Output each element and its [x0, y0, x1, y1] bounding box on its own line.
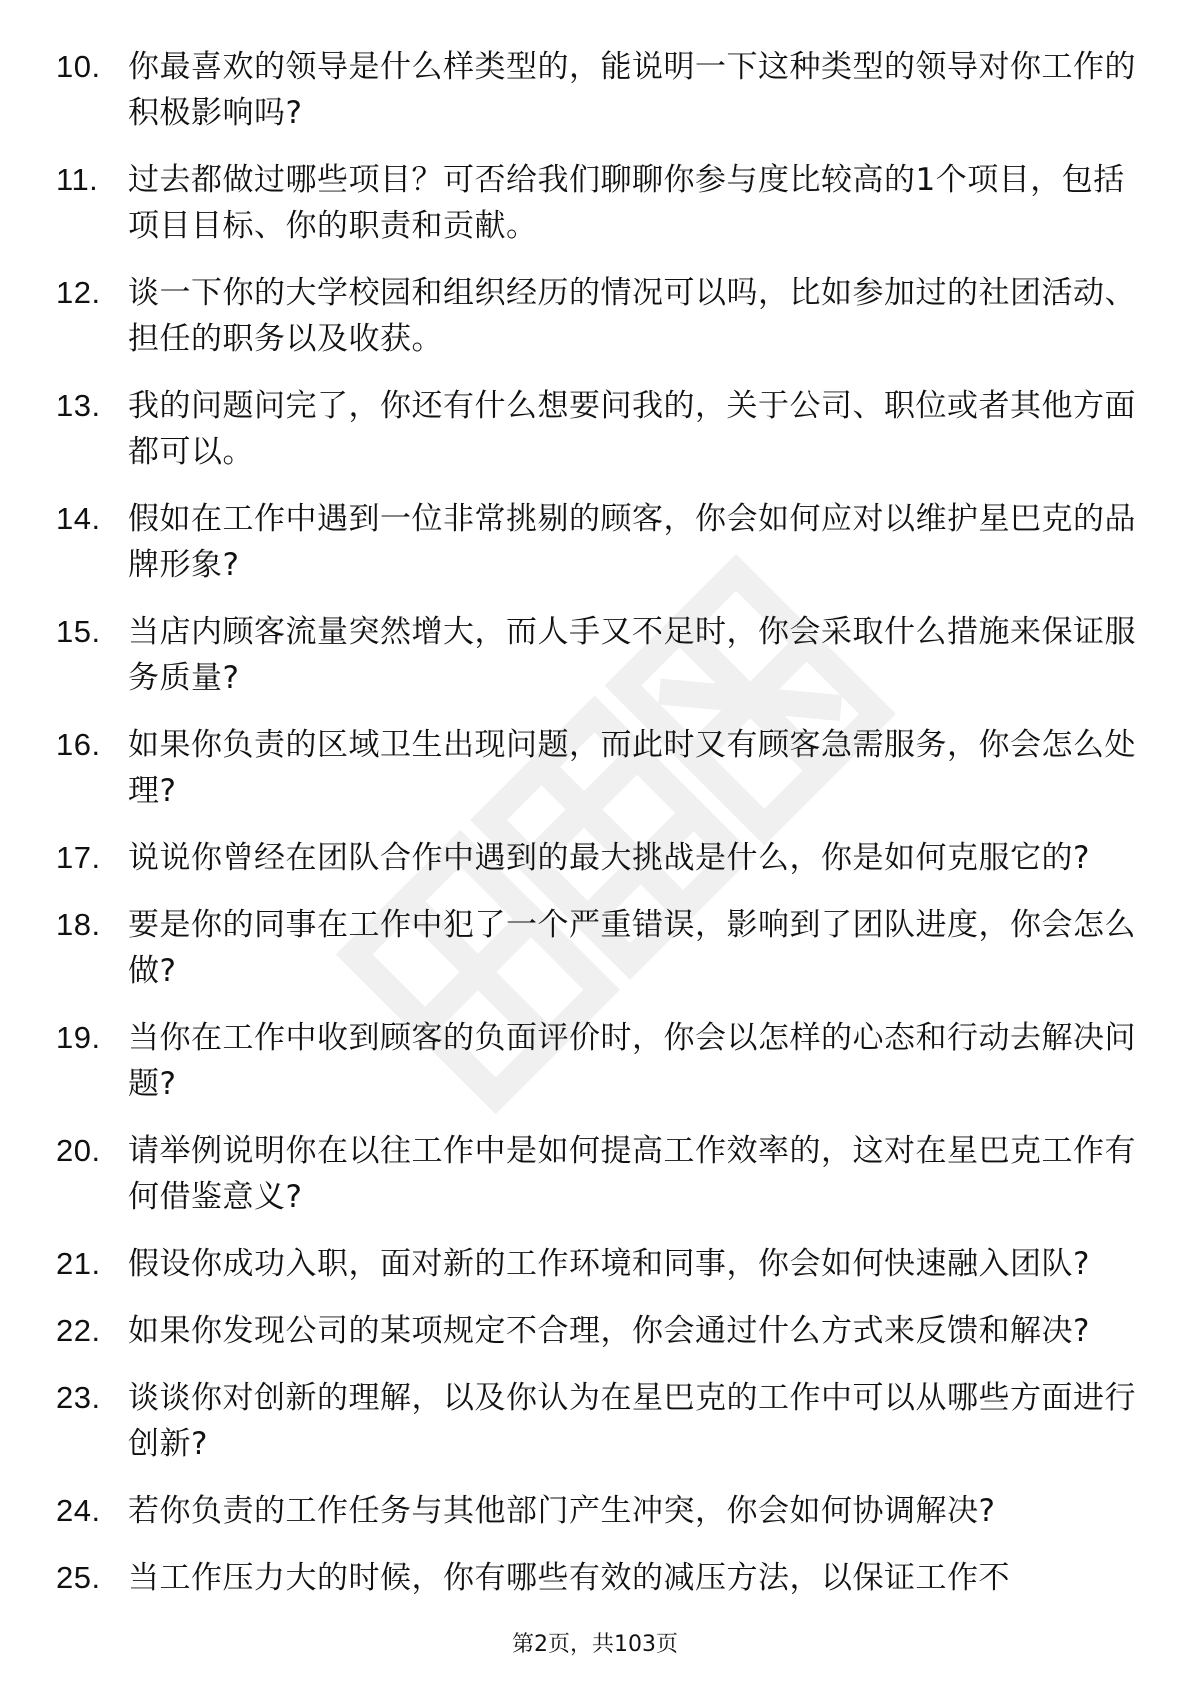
question-list	[56, 44, 1136, 1622]
question-item	[56, 1241, 1136, 1287]
question-item	[56, 609, 1136, 701]
question-item	[56, 902, 1136, 994]
question-text: 当你在工作中收到顾客的负面评价时，你会以怎样的心态和行动去解决问题?	[128, 1020, 1136, 1102]
question-number: 19.	[56, 1020, 101, 1055]
question-number: 17.	[56, 840, 101, 875]
question-text: 当工作压力大的时候，你有哪些有效的减压方法，以保证工作不	[128, 1560, 1010, 1596]
question-number: 20.	[56, 1133, 101, 1168]
question-number: 15.	[56, 614, 101, 649]
question-text: 过去都做过哪些项目？可否给我们聊聊你参与度比较高的1个项目，包括项目目标、你的职责和贡献。	[128, 162, 1125, 244]
question-number: 12.	[56, 275, 101, 310]
question-number: 14.	[56, 501, 101, 536]
question-text: 假如在工作中遇到一位非常挑剔的顾客，你会如何应对以维护星巴克的品牌形象?	[128, 501, 1136, 583]
question-number: 11.	[56, 162, 99, 197]
question-text: 当店内顾客流量突然增大，而人手又不足时，你会采取什么措施来保证服务质量?	[128, 614, 1136, 696]
question-item	[56, 835, 1136, 881]
question-text: 假设你成功入职，面对新的工作环境和同事，你会如何快速融入团队?	[128, 1246, 1090, 1282]
question-number: 10.	[56, 49, 101, 84]
question-number: 18.	[56, 907, 101, 942]
question-item	[56, 722, 1136, 814]
question-item	[56, 44, 1136, 136]
question-item	[56, 1128, 1136, 1220]
question-number: 23.	[56, 1380, 101, 1415]
question-number: 21.	[56, 1246, 101, 1281]
question-text: 你最喜欢的领导是什么样类型的，能说明一下这种类型的领导对你工作的积极影响吗?	[128, 49, 1136, 131]
question-text: 如果你发现公司的某项规定不合理，你会通过什么方式来反馈和解决?	[128, 1313, 1090, 1349]
question-number: 16.	[56, 727, 101, 762]
question-number: 25.	[56, 1560, 101, 1595]
question-item	[56, 1015, 1136, 1107]
question-text: 我的问题问完了，你还有什么想要问我的，关于公司、职位或者其他方面都可以。	[128, 388, 1136, 470]
question-item	[56, 383, 1136, 475]
question-number: 24.	[56, 1493, 101, 1528]
question-text: 如果你负责的区域卫生出现问题，而此时又有顾客急需服务，你会怎么处理?	[128, 727, 1136, 809]
question-text: 若你负责的工作任务与其他部门产生冲突，你会如何协调解决?	[128, 1493, 996, 1529]
question-text: 谈一下你的大学校园和组织经历的情况可以吗，比如参加过的社团活动、担任的职务以及收获。	[128, 275, 1136, 357]
question-text: 说说你曾经在团队合作中遇到的最大挑战是什么，你是如何克服它的?	[128, 840, 1090, 876]
page-footer: 第2页，共103页	[512, 1632, 678, 1657]
question-text: 请举例说明你在以往工作中是如何提高工作效率的，这对在星巴克工作有何借鉴意义?	[128, 1133, 1136, 1215]
question-item	[56, 1488, 1136, 1534]
question-item	[56, 496, 1136, 588]
question-text: 谈谈你对创新的理解，以及你认为在星巴克的工作中可以从哪些方面进行创新?	[128, 1380, 1136, 1462]
question-item	[56, 157, 1136, 249]
question-number: 22.	[56, 1313, 101, 1348]
question-item	[56, 1555, 1136, 1601]
question-number: 13.	[56, 388, 101, 423]
question-item	[56, 1308, 1136, 1354]
question-item	[56, 270, 1136, 362]
question-item	[56, 1375, 1136, 1467]
question-text: 要是你的同事在工作中犯了一个严重错误，影响到了团队进度，你会怎么做?	[128, 907, 1136, 989]
